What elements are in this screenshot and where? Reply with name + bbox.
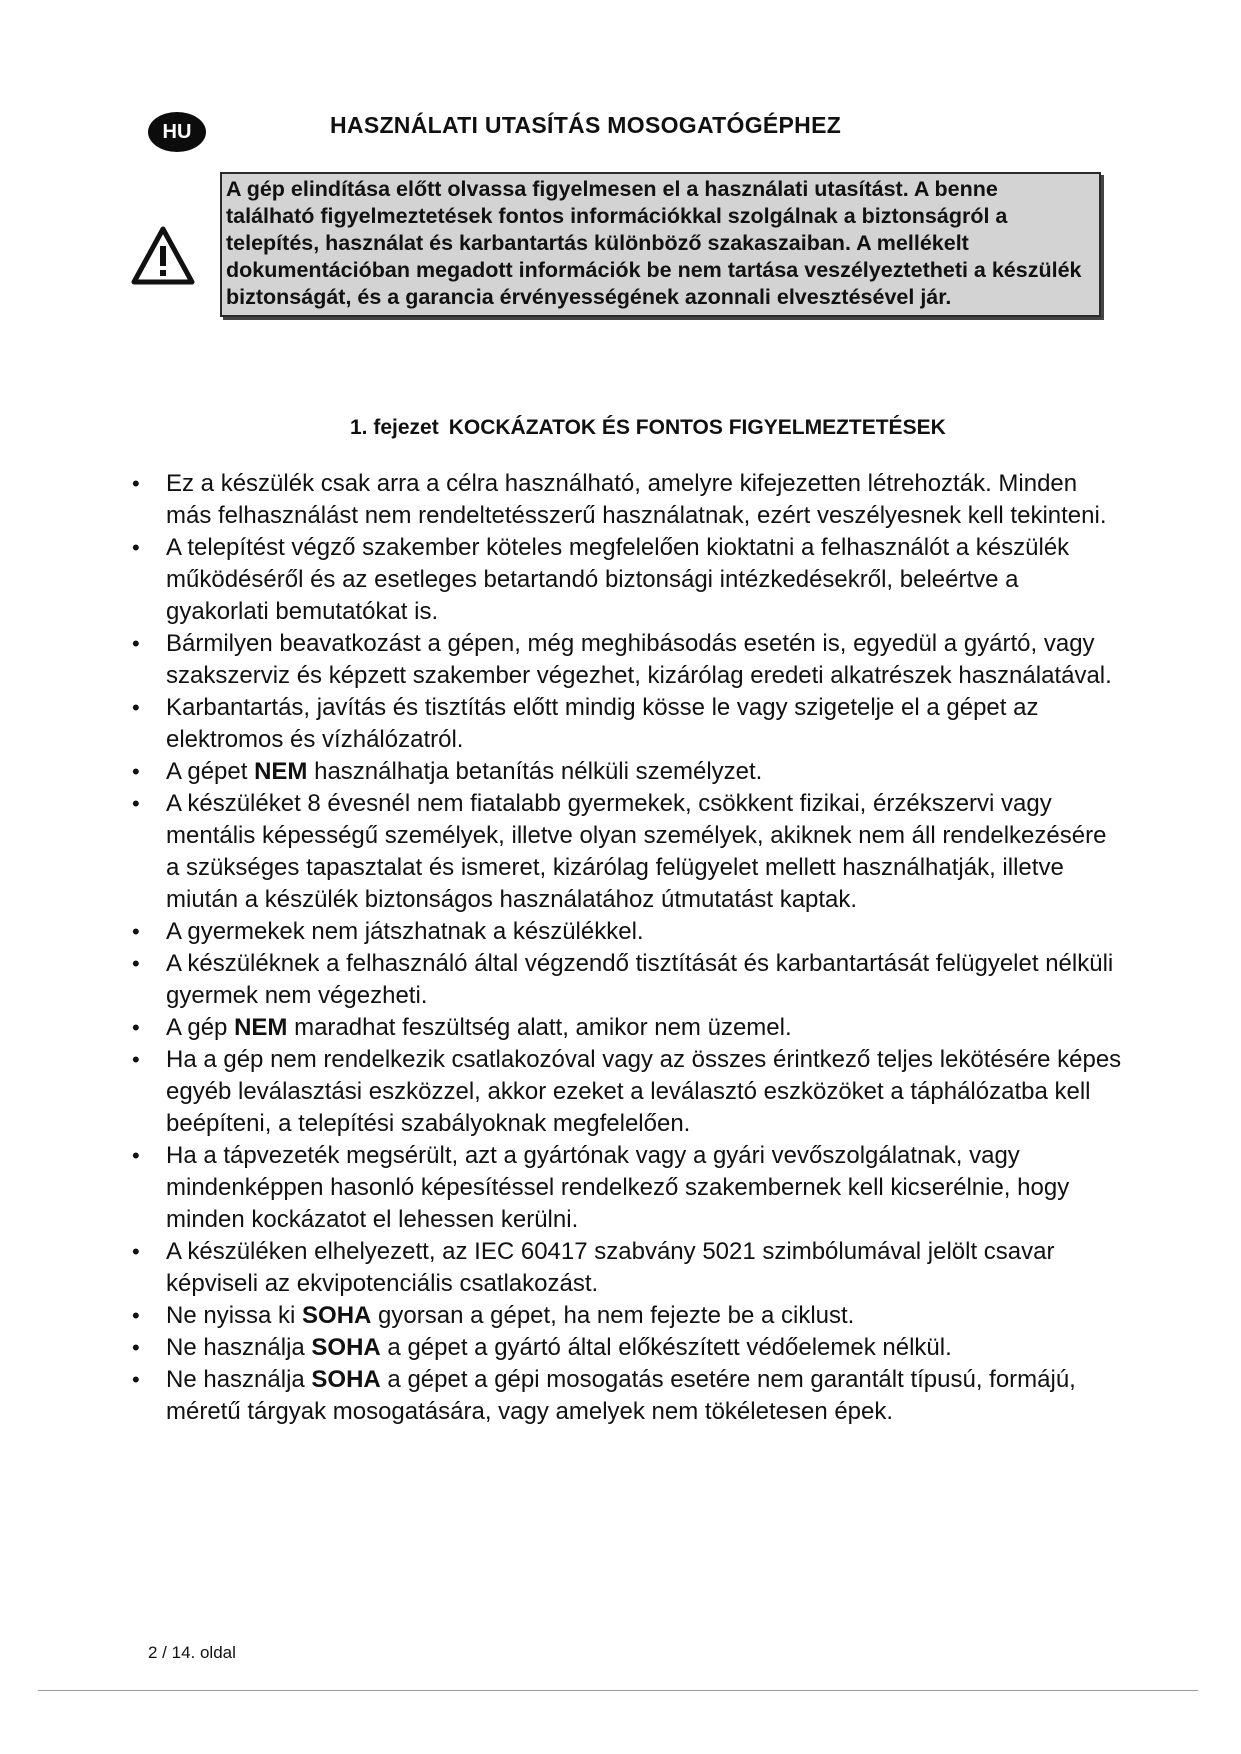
- rule-text: Ne használja: [166, 1366, 312, 1393]
- bullet-icon: •: [132, 1047, 140, 1072]
- list-item: [130, 756, 1122, 788]
- list-item: [130, 1364, 1122, 1428]
- safety-rules-list: [130, 468, 1122, 1428]
- rule-emphasis: SOHA: [311, 1334, 381, 1361]
- list-item: [130, 1300, 1122, 1332]
- list-item: [130, 1332, 1122, 1364]
- list-item: [130, 1044, 1122, 1140]
- list-item: [130, 1140, 1122, 1236]
- rule-text-continued: a gépet a gépi mosogatás esetére nem garantált típusú, formájú, méretű tárgyak mosogatására, vagy amelyek nem tökéletesen épek.: [166, 1366, 1076, 1425]
- rule-text-continued: maradhat feszültség alatt, amikor nem üzemel.: [287, 1014, 792, 1041]
- rule-emphasis: NEM: [234, 1014, 288, 1041]
- bullet-icon: •: [132, 791, 140, 816]
- bullet-icon: •: [132, 919, 140, 944]
- safety-warning-box: A gép elindítása előtt olvassa figyelmesen el a használati utasítást. A benne található figyelmeztetések fontos információkkal szolgálnak a biztonságról a telepítés, használat és karbantartás különböző szakaszaiban. A mellékelt dokumentációban megadott információk be nem tartása veszélyeztetheti a készülék biztonságát, és a garancia érvényességének azonnali elvesztésével jár.: [220, 172, 1101, 317]
- list-item: [130, 916, 1122, 948]
- list-item: [130, 692, 1122, 756]
- rule-text: Ne nyissa ki: [166, 1302, 303, 1329]
- language-badge: HU: [148, 112, 206, 152]
- rule-text: A gép: [166, 1014, 235, 1041]
- chapter-number: 1. fejezet: [350, 416, 439, 439]
- rule-text: Ne használja: [166, 1334, 312, 1361]
- page-number: 2 / 14. oldal: [148, 1643, 236, 1662]
- chapter-title: KOCKÁZATOK ÉS FONTOS FIGYELMEZTETÉSEK: [448, 416, 946, 439]
- bullet-icon: •: [132, 1335, 140, 1360]
- rule-text: A telepítést végző szakember köteles megfelelően kioktatni a felhasználót a készülék működéséről és az esetleges betartandó biztonsági intézkedésekről, beleértve a gyakorlati bemutatókat is.: [166, 534, 1070, 625]
- rule-text: Ha a gép nem rendelkezik csatlakozóval vagy az összes érintkező teljes lekötésére képes egyéb leválasztási eszközzel, akkor ezeket a leválasztó eszközöket a táphálózatba kell beépíteni, a telepítési szabályoknak megfelelően.: [166, 1046, 1122, 1137]
- rule-emphasis: SOHA: [311, 1366, 381, 1393]
- rule-text: A gyermekek nem játszhatnak a készülékkel.: [166, 918, 644, 945]
- list-item: [130, 1236, 1122, 1300]
- rule-text: Karbantartás, javítás és tisztítás előtt mindig kösse le vagy szigetelje el a gépet az elektromos és vízhálózatról.: [166, 694, 1039, 753]
- list-item: [130, 468, 1122, 532]
- list-item: [130, 628, 1122, 692]
- bullet-icon: •: [132, 535, 140, 560]
- rule-text-continued: gyorsan a gépet, ha nem fejezte be a ciklust.: [371, 1302, 855, 1329]
- rule-text: Ha a tápvezeték megsérült, azt a gyártónak vagy a gyári vevőszolgálatnak, vagy mindenképpen hasonló képesítéssel rendelkező szakembernek kell kicserélnie, hogy minden kockázatot el lehessen kerülni.: [166, 1142, 1070, 1233]
- list-item: [130, 532, 1122, 628]
- rule-text-continued: a gépet a gyártó által előkészített védőelemek nélkül.: [380, 1334, 952, 1361]
- bullet-icon: •: [132, 1303, 140, 1328]
- bullet-icon: •: [132, 1239, 140, 1264]
- rule-text: A készüléknek a felhasználó által végzendő tisztítását és karbantartását felügyelet nélküli gyermek nem végezheti.: [166, 950, 1114, 1009]
- rule-text: Ez a készülék csak arra a célra használható, amelyre kifejezetten létrehozták. Minden más felhasználást nem rendeltetésszerű használatnak, ezért veszélyesnek kell tekinteni.: [166, 470, 1107, 529]
- bullet-icon: •: [132, 631, 140, 656]
- bullet-icon: •: [132, 1367, 140, 1392]
- list-item: [130, 1012, 1122, 1044]
- list-item: [130, 948, 1122, 1012]
- rule-text: A készüléken elhelyezett, az IEC 60417 szabvány 5021 szimbólumával jelölt csavar képviseli az ekvipotenciális csatlakozást.: [166, 1238, 1055, 1297]
- bullet-icon: •: [132, 951, 140, 976]
- bullet-icon: •: [132, 471, 140, 496]
- rule-emphasis: SOHA: [302, 1302, 372, 1329]
- list-item: [130, 788, 1122, 916]
- rule-emphasis: NEM: [254, 758, 308, 785]
- bullet-icon: •: [132, 1143, 140, 1168]
- bullet-icon: •: [132, 759, 140, 784]
- bullet-icon: •: [132, 1015, 140, 1040]
- footer-divider: [38, 1690, 1198, 1691]
- document-title: HASZNÁLATI UTASÍTÁS MOSOGATÓGÉPHEZ: [330, 112, 842, 138]
- chapter-heading: [350, 416, 946, 440]
- rule-text: Bármilyen beavatkozást a gépen, még meghibásodás esetén is, egyedül a gyártó, vagy szakszerviz és képzett szakember végezhet, kizárólag eredeti alkatrészek használatával.: [166, 630, 1112, 689]
- rule-text: A gépet: [166, 758, 255, 785]
- warning-triangle-icon: [130, 224, 196, 286]
- rule-text: A készüléket 8 évesnél nem fiatalabb gyermekek, csökkent fizikai, érzékszervi vagy mentális képességű személyek, illetve olyan személyek, akiknek nem áll rendelkezésére a szükséges tapasztalat és ismeret, kizárólag felügyelet mellett használhatják, illetve miután a készülék biztonságos használatához útmutatást kaptak.: [166, 790, 1107, 913]
- rule-text-continued: használhatja betanítás nélküli személyzet.: [307, 758, 763, 785]
- bullet-icon: •: [132, 695, 140, 720]
